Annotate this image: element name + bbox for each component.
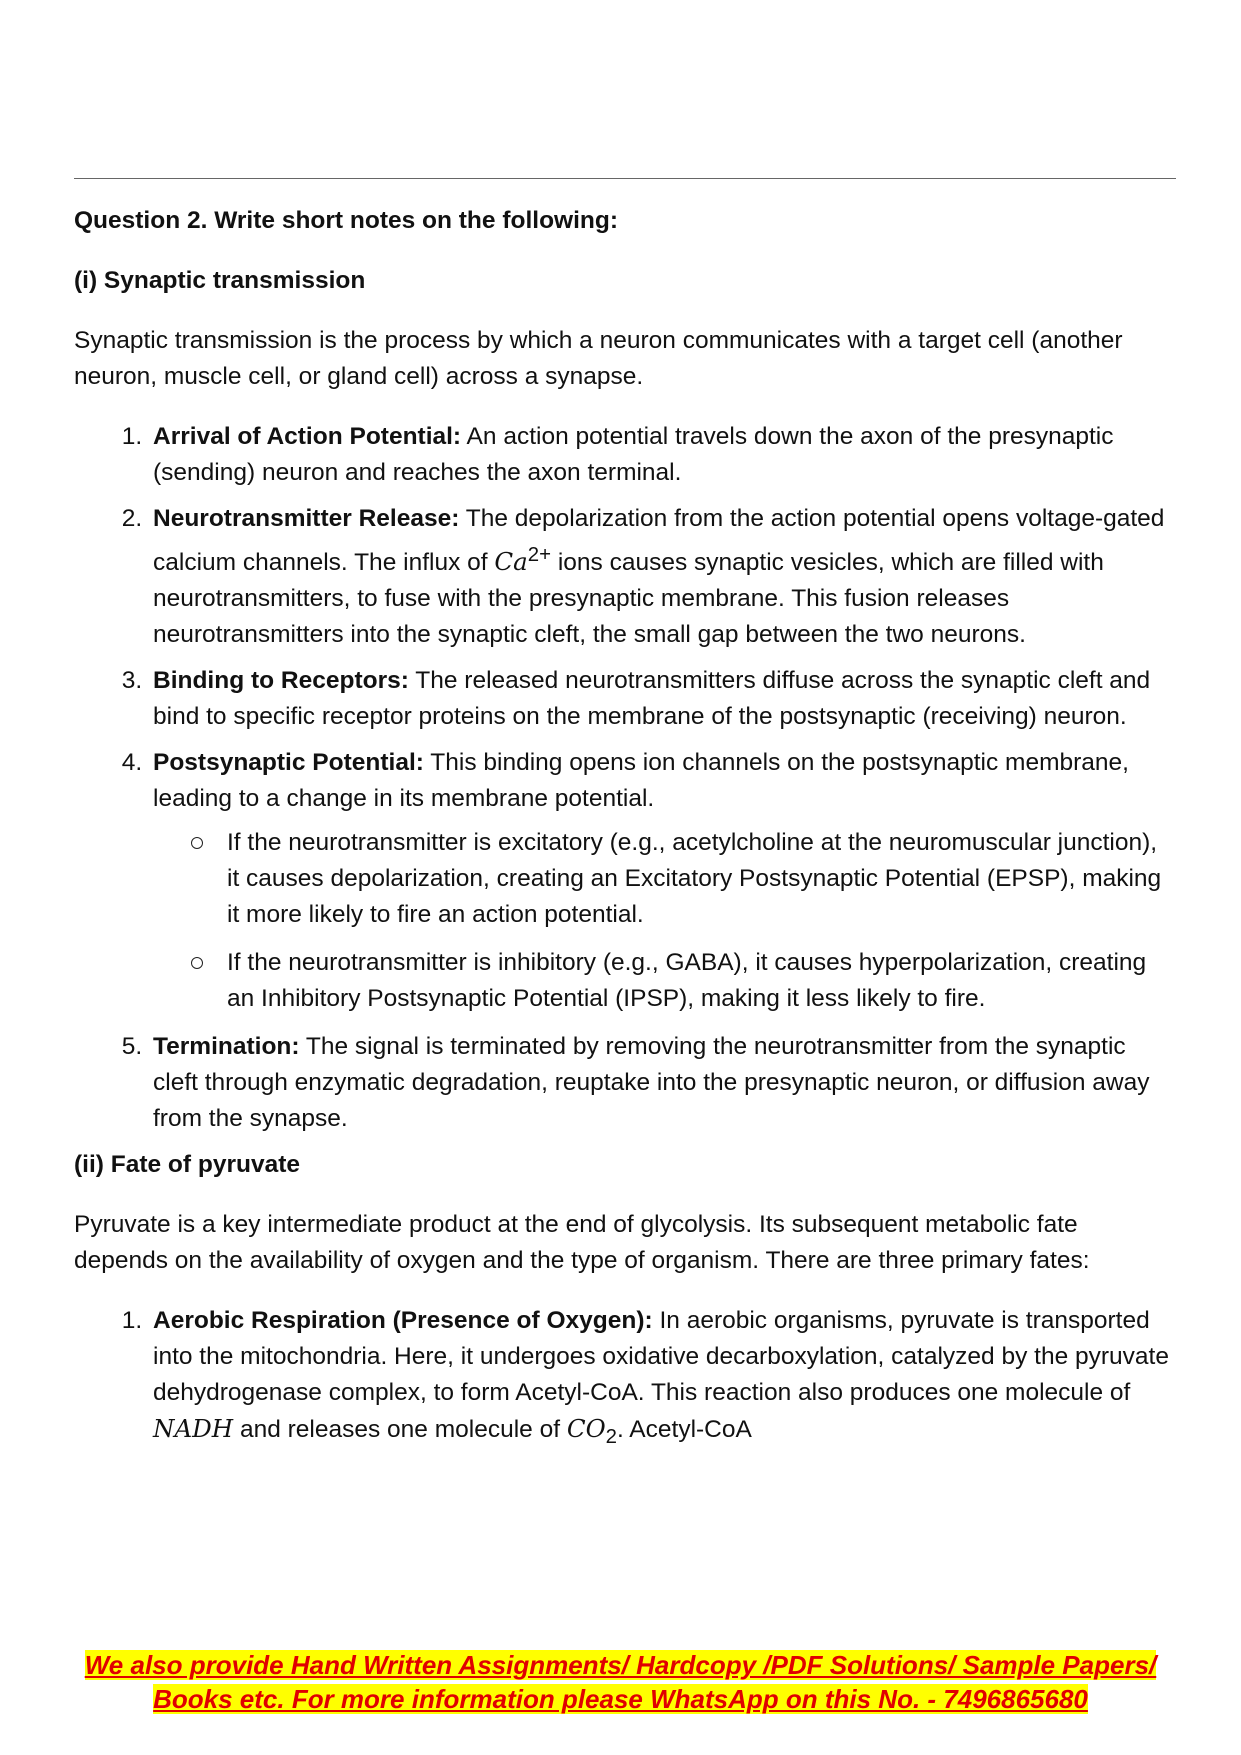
promo-line-2: Books etc. For more information please WhatsApp on this No. - 7496865680 [153, 1684, 1088, 1714]
step-title: Termination: [153, 1033, 300, 1061]
postsynaptic-sublist [153, 825, 1176, 1017]
step-text: This binding opens ion channels on the postsynaptic membrane, leading to a change in its membrane potential. [153, 749, 1129, 813]
header-divider [74, 178, 1176, 179]
pyruvate-intro: Pyruvate is a key intermediate product at the end of glycolysis. Its subsequent metabolic fate depends on the availability of oxygen and the type of organism. There are three primary fates: [74, 1211, 1090, 1275]
step-text: and releases one molecule of [233, 1416, 567, 1444]
step-text: ions causes synaptic vesicles, which are filled with neurotransmitters, to fuse with the presynaptic membrane. This fusion releases neurotransmitters into the synaptic cleft, the small gap between the two neurons. [153, 549, 1104, 649]
step-title: Postsynaptic Potential: [153, 749, 424, 777]
list-item [149, 1303, 1176, 1455]
step-title: Aerobic Respiration (Presence of Oxygen): [153, 1307, 653, 1335]
step-title: Binding to Receptors: [153, 667, 409, 695]
synaptic-steps-list [74, 419, 1176, 1137]
sub-list-item: If the neurotransmitter is inhibitory (e.g., GABA), it causes hyperpolarization, creating an Inhibitory Postsynaptic Potential (IPSP), making it less likely to fire. [227, 945, 1176, 1017]
nadh-symbol: NADH [153, 1414, 234, 1444]
step-text: The depolarization from the action potential opens voltage-gated calcium channels. The influx of [153, 505, 1165, 577]
question-heading: Question 2. Write short notes on the following: [74, 207, 618, 234]
section-heading-synaptic: (i) Synaptic transmission [74, 267, 366, 294]
step-title: Arrival of Action Potential: [153, 423, 462, 450]
list-item [149, 745, 1176, 1017]
step-text: In aerobic organisms, pyruvate is transported into the mitochondria. Here, it undergoes oxidative decarboxylation, catalyzed by the pyruvate dehydrogenase complex, to form Acetyl-CoA. This reaction also produces one molecule of [153, 1307, 1169, 1407]
section-heading-pyruvate: (ii) Fate of pyruvate [74, 1151, 300, 1179]
list-item [149, 419, 1176, 491]
list-item [149, 1029, 1176, 1137]
sub-list-item: If the neurotransmitter is excitatory (e.g., acetylcholine at the neuromuscular junction), it causes depolarization, creating an Excitatory Postsynaptic Potential (EPSP), making it more likely to fire an action potential. [227, 825, 1176, 933]
document-body [74, 203, 1176, 1465]
promo-line-1: We also provide Hand Written Assignments/ Hardcopy /PDF Solutions/ Sample Papers/ [84, 1650, 1157, 1680]
step-title: Neurotransmitter Release: [153, 505, 460, 532]
step-text: The signal is terminated by removing the neurotransmitter from the synaptic cleft through enzymatic degradation, reuptake into the presynaptic neuron, or diffusion away from the synapse. [153, 1033, 1150, 1133]
step-text: The released neurotransmitters diffuse across the synaptic cleft and bind to specific receptor proteins on the membrane of the postsynaptic (receiving) neuron. [153, 667, 1151, 731]
co2-symbol: CO [566, 1414, 606, 1444]
calcium-charge: 2+ [527, 544, 552, 566]
calcium-symbol: Ca [494, 547, 528, 577]
list-item [149, 501, 1176, 653]
co2-subscript: 2 [605, 1426, 618, 1449]
list-item [149, 663, 1176, 735]
synaptic-intro: Synaptic transmission is the process by which a neuron communicates with a target cell (another neuron, muscle cell, or gland cell) across a synapse. [74, 327, 1123, 390]
promo-footer [60, 1648, 1181, 1716]
step-text: An action potential travels down the axon of the presynaptic (sending) neuron and reaches the axon terminal. [153, 423, 1114, 486]
pyruvate-steps-list [74, 1303, 1176, 1455]
step-text: . Acetyl-CoA [617, 1416, 752, 1444]
